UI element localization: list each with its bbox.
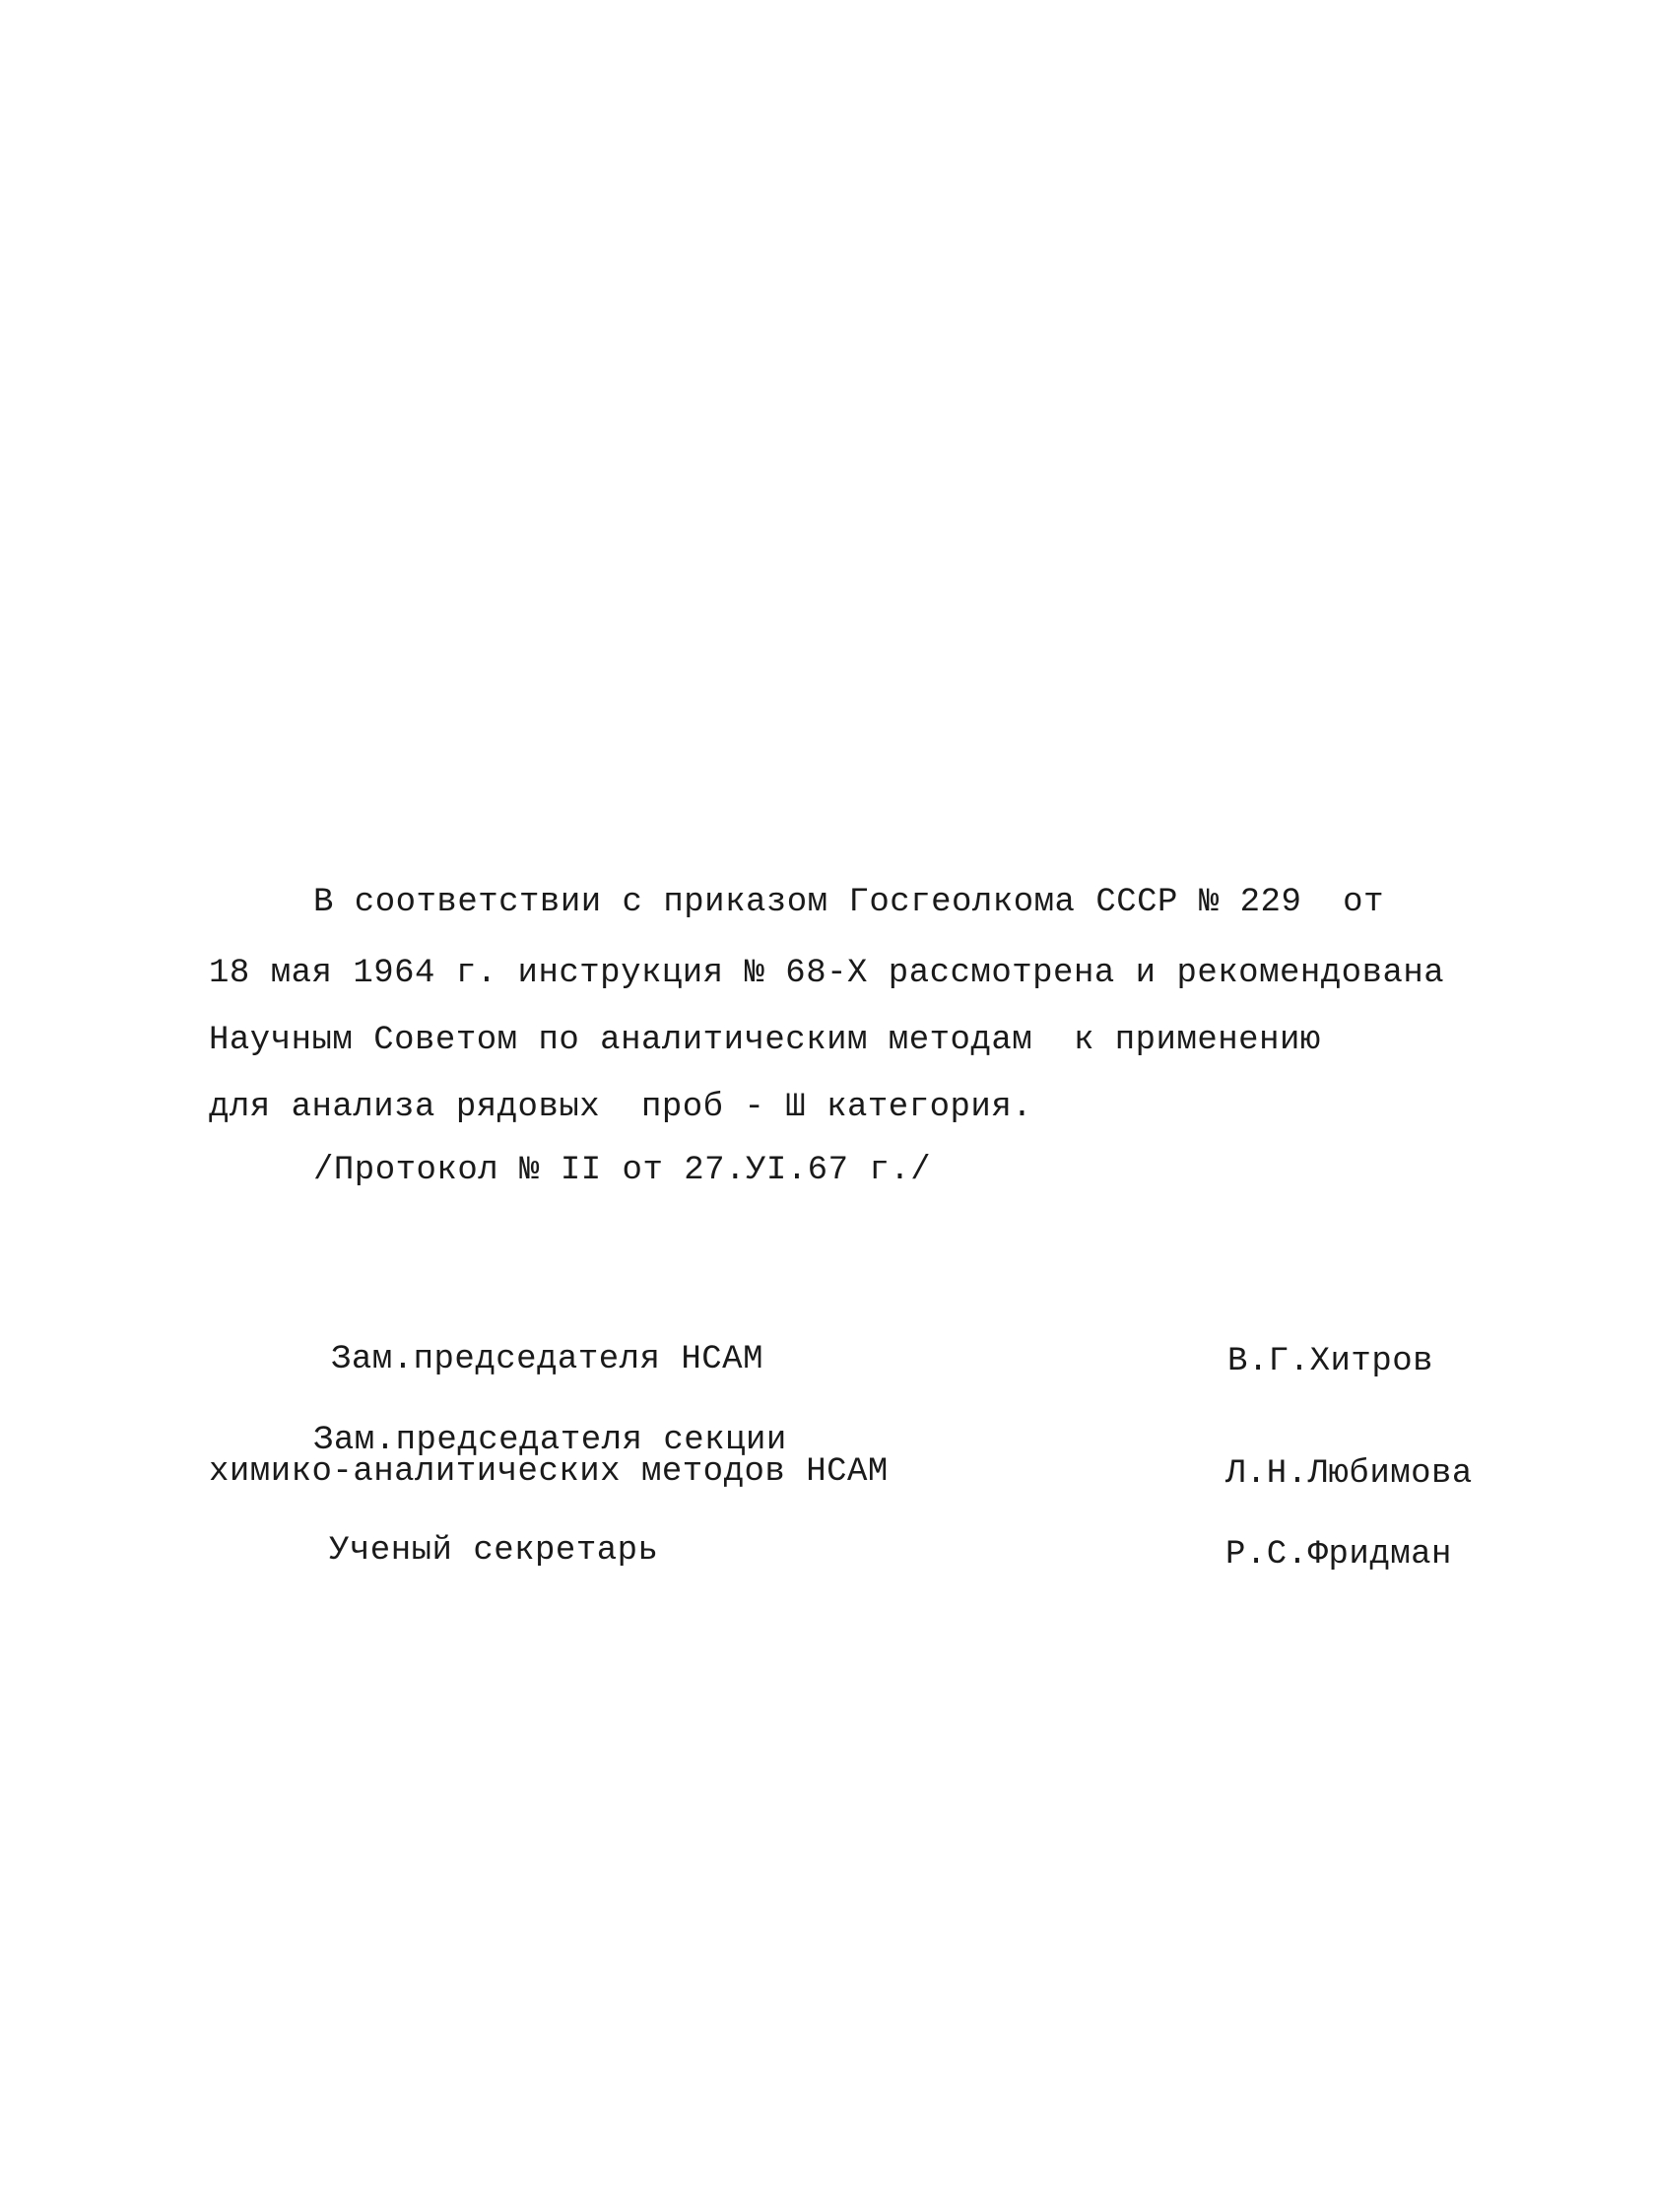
signature-title-1: Зам.председателя НСАМ — [331, 1341, 763, 1378]
paragraph-line-3: Научным Советом по аналитическим методам к применению — [209, 1022, 1321, 1059]
paragraph-line-1: В соответствии с приказом Госгеолкома СССР № 229 от — [313, 884, 1384, 921]
signature-title-3: Ученый секретарь — [329, 1532, 659, 1570]
paragraph-line-2: 18 мая 1964 г. инструкция № 68-Х рассмотрена и рекомендована — [209, 955, 1445, 992]
protocol-line: /Протокол № II от 27.УI.67 г./ — [313, 1152, 932, 1189]
signature-title-2-line-1: Зам.председателя секции — [313, 1422, 787, 1459]
signature-name-1: В.Г.Хитров — [1227, 1343, 1434, 1380]
signature-name-2: Л.Н.Любимова — [1225, 1455, 1473, 1493]
paragraph-line-4: для анализа рядовых проб - Ш категория. — [209, 1089, 1033, 1126]
signature-name-3: Р.С.Фридман — [1225, 1536, 1452, 1574]
signature-title-2-line-2: химико-аналитических методов НСАМ — [209, 1453, 889, 1491]
